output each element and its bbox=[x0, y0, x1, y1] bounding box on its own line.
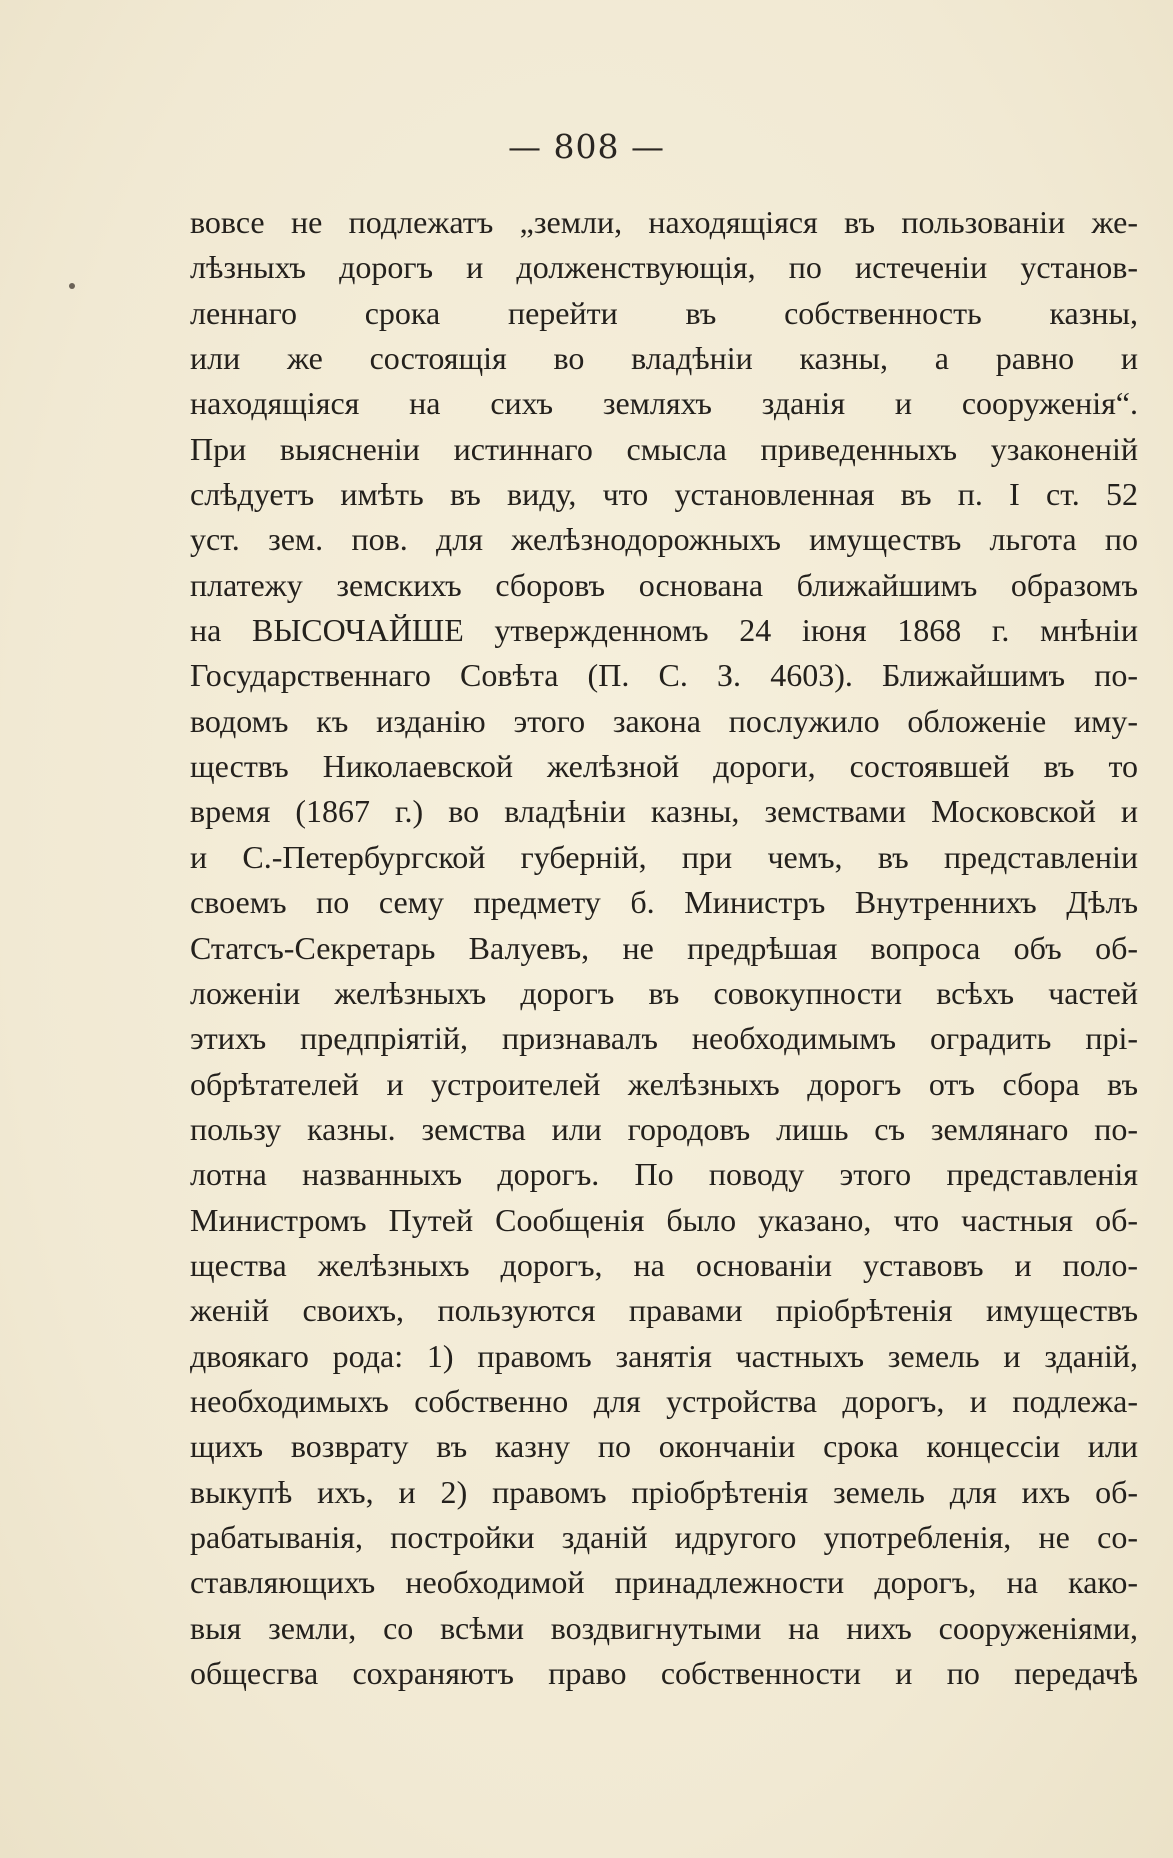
text-line: находящіяся на сихъ земляхъ зданія и сооруженія“. bbox=[190, 385, 1138, 422]
paper-speck bbox=[69, 283, 75, 289]
text-line: лѣзныхъ дорогъ и долженствующія, по истеченіи установ- bbox=[190, 249, 1138, 286]
text-line: своемъ по сему предмету б. Министръ Внутреннихъ Дѣлъ bbox=[190, 884, 1138, 921]
text-line: рабатыванія, постройки зданій идругого употребленія, не со- bbox=[190, 1518, 1138, 1555]
text-line: щества желѣзныхъ дорогъ, на основаніи уставовъ и поло- bbox=[190, 1246, 1138, 1283]
text-line: уст. зем. пов. для желѣзнодорожныхъ имуществъ льгота по bbox=[190, 521, 1138, 558]
text-line: пользу казны. земства или городовъ лишь съ землянаго по- bbox=[190, 1110, 1138, 1147]
text-line: или же состоящія во владѣніи казны, а равно и bbox=[190, 340, 1138, 377]
text-line: ставляющихъ необходимой принадлежности дорогъ, на како- bbox=[190, 1564, 1138, 1601]
text-line: вовсе не подлежатъ „земли, находящіяся въ пользованіи же- bbox=[190, 204, 1138, 240]
text-line: слѣдуетъ имѣть въ виду, что установленная въ п. I ст. 52 bbox=[190, 476, 1138, 513]
text-line: Министромъ Путей Сообщенія было указано, что частныя об- bbox=[190, 1201, 1138, 1238]
text-line: этихъ предпріятій, признавалъ необходимымъ оградить прі- bbox=[190, 1020, 1138, 1057]
text-line: выкупѣ ихъ, и 2) правомъ пріобрѣтенія земель для ихъ об- bbox=[190, 1473, 1138, 1510]
text-line: общесгва сохраняютъ право собственности и по передачѣ bbox=[190, 1655, 1138, 1691]
text-line: обрѣтателей и устроителей желѣзныхъ дорогъ отъ сбора въ bbox=[190, 1065, 1138, 1102]
text-line: щихъ возврату въ казну по окончаніи срока концессіи или bbox=[190, 1428, 1138, 1465]
text-line: водомъ къ изданію этого закона послужило обложеніе иму- bbox=[190, 702, 1138, 739]
text-line: Статсъ-Секретарь Валуевъ, не предрѣшая вопроса объ об- bbox=[190, 929, 1138, 966]
text-line: необходимыхъ собственно для устройства дорогъ, и подлежа- bbox=[190, 1382, 1138, 1419]
text-line: и С.-Петербургской губерній, при чемъ, въ представленіи bbox=[190, 838, 1138, 875]
text-line: выя земли, со всѣми воздвигнутыми на нихъ сооруженіями, bbox=[190, 1609, 1138, 1646]
text-line: платежу земскихъ сборовъ основана ближайшимъ образомъ bbox=[190, 566, 1138, 603]
text-line: женій своихъ, пользуются правами пріобрѣтенія имуществъ bbox=[190, 1292, 1138, 1329]
text-line: леннаго срока перейти въ собственность казны, bbox=[190, 294, 1138, 331]
text-line: ложеніи желѣзныхъ дорогъ въ совокупности всѣхъ частей bbox=[190, 974, 1138, 1011]
text-line: Государственнаго Совѣта (П. С. З. 4603). Ближайшимъ по- bbox=[190, 657, 1138, 694]
text-line: двоякаго рода: 1) правомъ занятія частныхъ земель и зданій, bbox=[190, 1337, 1138, 1374]
text-line: При выясненіи истиннаго смысла приведенныхъ узаконеній bbox=[190, 430, 1138, 467]
text-line: на ВЫСОЧАЙШЕ утвержденномъ 24 іюня 1868 г. мнѣніи bbox=[190, 612, 1138, 649]
text-line: ществъ Николаевской желѣзной дороги, состоявшей въ то bbox=[190, 748, 1138, 785]
page-number: — 808 — bbox=[508, 127, 665, 166]
body-text bbox=[190, 200, 1138, 1696]
text-line: лотна названныхъ дорогъ. По поводу этого представленія bbox=[190, 1156, 1138, 1193]
text-line: время (1867 г.) во владѣніи казны, земствами Московской и bbox=[190, 793, 1138, 830]
